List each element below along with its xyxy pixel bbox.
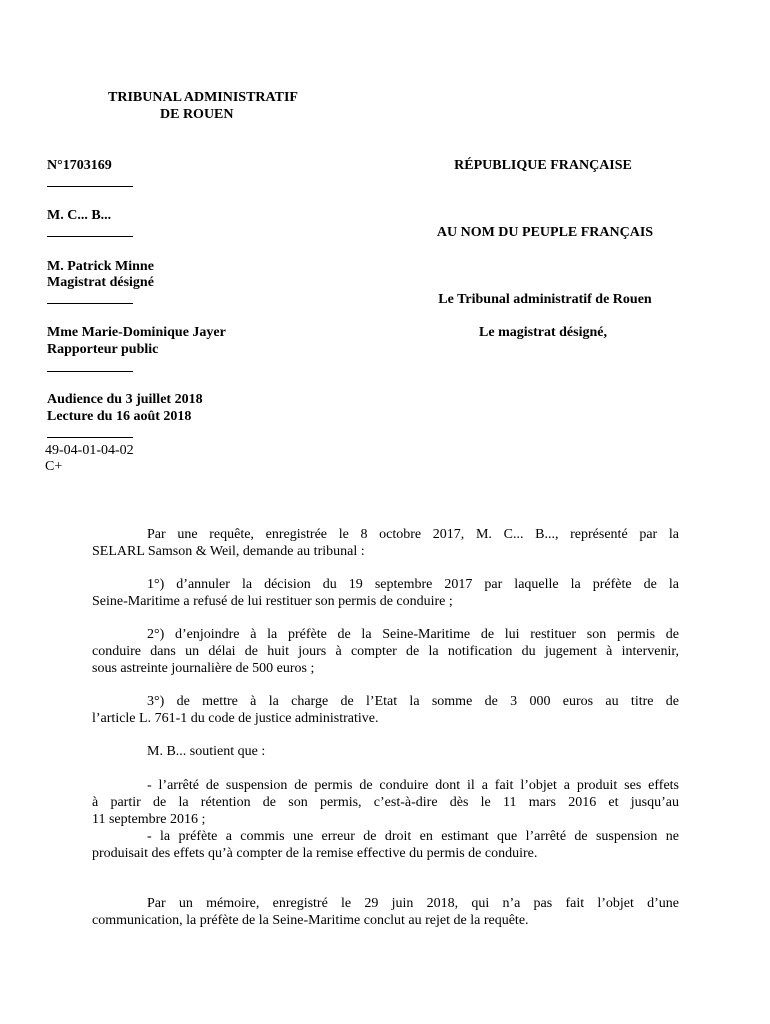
paragraph-claim-3 (92, 693, 679, 727)
court-name-line1: TRIBUNAL ADMINISTRATIF (108, 90, 298, 105)
text-line: - l’arrêté de suspension de permis de conduire dont il a fait l’objet a produit ses effets (147, 778, 679, 793)
separator-rule (47, 236, 133, 237)
text-line: communication, la préfète de la Seine-Maritime conclut au rejet de la requête. (92, 913, 529, 928)
republic-heading: RÉPUBLIQUE FRANÇAISE (454, 158, 632, 173)
paragraph-claim-1 (92, 576, 679, 610)
rapporteur-name: Mme Marie-Dominique Jayer (47, 325, 226, 340)
text-line: l’article L. 761-1 du code de justice administrative. (92, 711, 379, 726)
text-line: 1°) d’annuler la décision du 19 septembre 2017 par laquelle la préfète de la (147, 577, 679, 592)
text-line: conduire dans un délai de huit jours à compter de la notification du jugement à intervenir, (92, 644, 679, 659)
separator-rule (47, 186, 133, 187)
party-name: M. C... B... (47, 208, 112, 223)
reading-date: Lecture du 16 août 2018 (47, 409, 192, 424)
publication-grade: C+ (45, 459, 63, 474)
separator-rule (47, 437, 133, 438)
paragraph-defence (92, 895, 679, 929)
text-line: 11 septembre 2016 ; (92, 812, 206, 827)
magistrate-role: Magistrat désigné (47, 275, 154, 290)
paragraph-argument-2 (92, 828, 679, 862)
case-number: N°1703169 (47, 158, 112, 173)
text-line: sous astreinte journalière de 500 euros ; (92, 661, 315, 676)
text-line: 3°) de mettre à la charge de l’Etat la somme de 3 000 euros au titre de (147, 694, 679, 709)
text-line: - la préfète a commis une erreur de droit en estimant que l’arrêté de suspension ne (147, 829, 679, 844)
magistrate-heading: Le magistrat désigné, (479, 325, 607, 340)
classification-code: 49-04-01-04-02 (45, 443, 134, 458)
text-line: 2°) d’enjoindre à la préfète de la Seine-Maritime de lui restituer son permis de (147, 627, 679, 642)
text-line: à partir de la rétention de son permis, c’est-à-dire dès le 11 mars 2016 et jusqu’au (92, 795, 679, 810)
text-line: Par une requête, enregistrée le 8 octobre 2017, M. C... B..., représenté par la (147, 527, 679, 542)
hearing-date: Audience du 3 juillet 2018 (47, 392, 203, 407)
magistrate-name: M. Patrick Minne (47, 259, 154, 274)
paragraph-claim-2 (92, 626, 679, 677)
paragraph-arguments-intro (92, 743, 679, 760)
text-line: SELARL Samson & Weil, demande au tribunal : (92, 544, 365, 559)
text-line: Seine-Maritime a refusé de lui restituer son permis de conduire ; (92, 594, 453, 609)
paragraph-argument-1 (92, 777, 679, 828)
court-name-line2: DE ROUEN (160, 107, 234, 122)
text-line: M. B... soutient que : (147, 744, 266, 759)
paragraph-request (92, 526, 679, 560)
text-line: Par un mémoire, enregistré le 29 juin 2018, qui n’a pas fait l’objet d’une (147, 896, 679, 911)
text-line: produisait des effets qu’à compter de la remise effective du permis de conduire. (92, 846, 538, 861)
rapporteur-role: Rapporteur public (47, 342, 159, 357)
people-heading: AU NOM DU PEUPLE FRANÇAIS (436, 225, 654, 240)
separator-rule (47, 371, 133, 372)
separator-rule (47, 303, 133, 304)
tribunal-heading: Le Tribunal administratif de Rouen (438, 292, 652, 307)
